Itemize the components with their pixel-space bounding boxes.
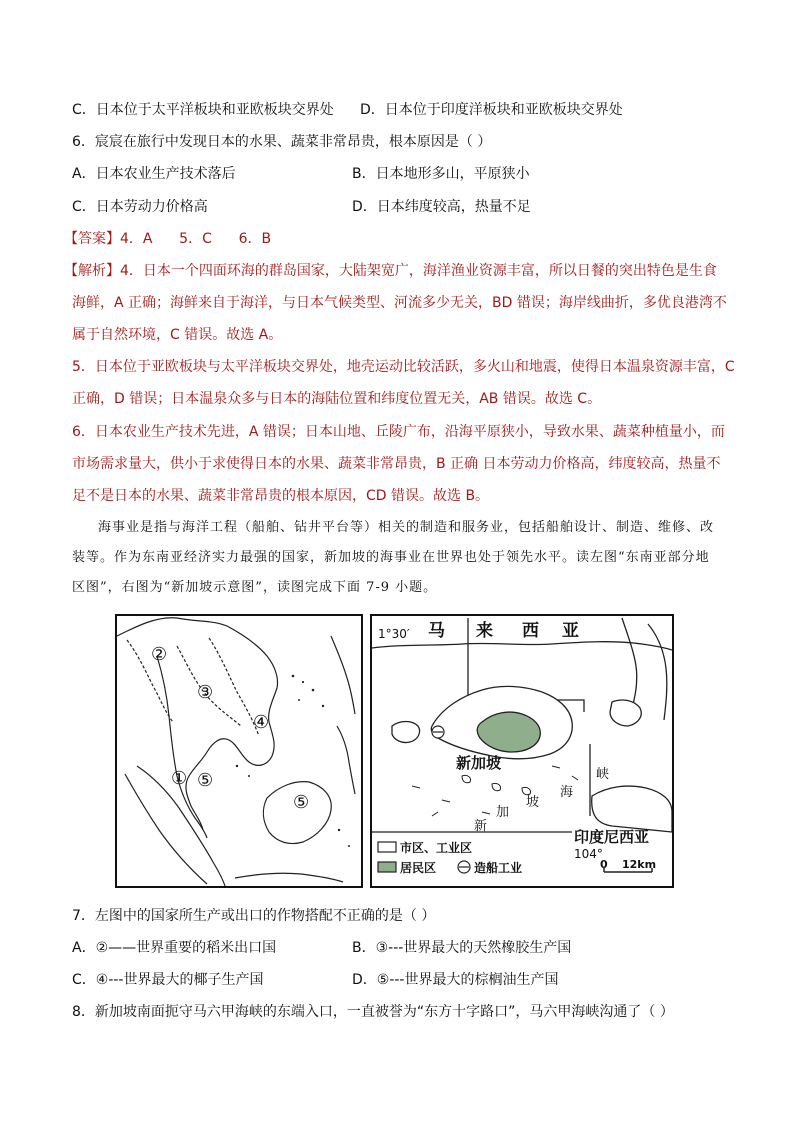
strait-char-2: 加 — [496, 805, 510, 820]
small-island — [412, 786, 420, 788]
malaysia-char-2: 来 — [476, 621, 493, 641]
q7-option-c: C．④---世界最大的椰子生产国 — [72, 972, 264, 988]
small-island — [572, 776, 578, 780]
analysis-line-1 — [64, 261, 717, 281]
longitude-label: 104° — [574, 847, 603, 861]
answer-tag: 【答案】 — [64, 231, 120, 247]
ubin-island — [610, 700, 641, 726]
latitude-label: 1°30′ — [378, 627, 410, 641]
island-dot — [292, 675, 295, 678]
singapore-map-svg — [372, 616, 672, 886]
analysis-line-4: 5．日本位于亚欧板块与太平洋板块交界处，地壳运动比较活跃，多火山和地震，使得日本温泉资源丰富，C — [72, 359, 735, 375]
analysis-line-2: 海鲜，A 正确；海鲜来自于海洋，与日本气候类型、河流多少无关，BD 错误；海岸线曲折，多优良港湾不 — [72, 295, 727, 311]
legend-shipbuilding-label: 造船工业 — [474, 861, 523, 875]
analysis-line-6: 6．日本农业生产技术先进，A 错误；日本山地、丘陵广布，沿海平原狭小，导致水果、蔬菜种植量小，而 — [72, 424, 725, 440]
legend-residential-swatch — [378, 862, 396, 872]
q5-option-c: C．日本位于太平洋板块和亚欧板块交界处 — [72, 102, 334, 118]
southeast-asia-map — [115, 614, 363, 888]
analysis-line-3: 属于自然环境，C 错误。故选 A。 — [72, 327, 283, 343]
island-dot — [322, 705, 324, 707]
philippines-coast — [331, 636, 355, 714]
small-island — [482, 812, 490, 814]
border-3 — [209, 638, 259, 736]
island-dot — [312, 689, 315, 692]
java-coast — [235, 873, 343, 882]
q6-option-a: A．日本农业生产技术落后 — [72, 166, 236, 182]
small-island — [552, 766, 560, 768]
malaysia-char-3: 西 — [522, 621, 539, 641]
marker-5b: ⑤ — [293, 792, 310, 813]
strait-char-3: 坡 — [526, 795, 540, 810]
malaysia-char-4: 亚 — [562, 621, 579, 641]
small-island — [522, 787, 531, 794]
indonesia-label: 印度尼西亚 — [574, 828, 650, 846]
legend-urban-label: 市区、工业区 — [400, 841, 473, 855]
analysis-tag: 【解析】 — [64, 263, 120, 279]
island-dot — [348, 845, 350, 847]
q8-stem: 8．新加坡南面扼守马六甲海峡的东端入口，一直被誉为“东方十字路口”，马六甲海峡沟通了（ ） — [72, 1004, 674, 1020]
answer-text: 4．A 5．C 6．B — [120, 231, 272, 247]
small-island — [432, 812, 438, 816]
q7-option-b: B．③---世界最大的天然橡胶生产国 — [352, 940, 572, 956]
q6-option-b: B．日本地形多山，平原狭小 — [352, 166, 530, 182]
q5-option-d: D．日本位于印度洋板块和亚欧板块交界处 — [360, 102, 623, 118]
malaysia-char-1: 马 — [428, 621, 445, 641]
island-dot — [236, 765, 238, 767]
island-dot — [298, 699, 300, 701]
marker-4: ④ — [253, 712, 270, 733]
top-coast — [372, 642, 672, 650]
passage-line-3: 区图”，右图为“新加坡示意图”，读图完成下面 7-9 小题。 — [72, 580, 438, 595]
analysis-line-8: 足不是日本的水果、蔬菜非常昂贵的根本原因，CD 错误。故选 B。 — [72, 488, 490, 504]
west-island — [392, 722, 420, 743]
marker-3: ③ — [197, 682, 214, 703]
island-dot — [248, 775, 250, 777]
legend-residential-label: 居民区 — [400, 861, 437, 875]
small-island — [462, 775, 471, 782]
small-island — [492, 783, 501, 790]
analysis-line-7: 市场需求量大，供小于求使得日本的水果、蔬菜非常昂贵，B 正确 日本劳动力价格高，纬度较高，热量不 — [72, 456, 721, 472]
strait-char-1: 新 — [474, 819, 488, 834]
strait-char-5: 峡 — [596, 767, 610, 782]
sumatra-coast-2 — [125, 774, 207, 884]
passage-line-2: 装等。作为东南亚经济实力最强的国家，新加坡的海事业在世界也处于领先水平。读左图“东南亚部分地 — [72, 550, 710, 565]
legend-urban-swatch — [378, 842, 396, 852]
east-island — [648, 624, 667, 720]
q6-stem: 6．宸宸在旅行中发现日本的水果、蔬菜非常昂贵，根本原因是（ ） — [72, 134, 492, 150]
singapore-map — [370, 614, 674, 888]
strait-char-4: 海 — [560, 785, 574, 800]
q7-stem: 7．左图中的国家所生产或出口的作物搭配不正确的是（ ） — [72, 908, 436, 924]
island-coast — [337, 726, 355, 794]
q7-option-a: A．②——世界重要的稻米出口国 — [72, 940, 277, 956]
small-island — [442, 800, 450, 802]
q6-option-c: C．日本劳动力价格高 — [72, 199, 208, 215]
scale-zero-label: 0 — [600, 858, 608, 871]
singapore-label: 新加坡 — [456, 754, 502, 772]
southeast-asia-map-svg — [117, 616, 361, 886]
analysis-text-1: 4．日本一个四面环海的群岛国家，大陆架宽广，海洋渔业资源丰富，所以日餐的突出特色是生食 — [120, 263, 717, 279]
island-dot — [338, 829, 340, 831]
marker-2: ② — [151, 644, 168, 665]
marker-1: ① — [171, 768, 188, 789]
island-dot — [302, 681, 304, 683]
indonesia-island — [592, 786, 672, 832]
q7-option-d: D．⑤---世界最大的棕榈油生产国 — [352, 972, 559, 988]
marker-5a: ⑤ — [197, 770, 214, 791]
answer-line — [64, 229, 271, 249]
analysis-line-5: 正确，D 错误；日本温泉众多与日本的海陆位置和纬度位置无关，AB 错误。故选 C。 — [72, 391, 602, 407]
passage-line-1: 海事业是指与海洋工程（船舶、钻井平台等）相关的制造和服务业，包括船舶设计、制造、维修、改 — [98, 520, 715, 535]
q6-option-d: D．日本纬度较高，热量不足 — [352, 199, 531, 215]
scale-km-label: 12km — [622, 858, 657, 871]
